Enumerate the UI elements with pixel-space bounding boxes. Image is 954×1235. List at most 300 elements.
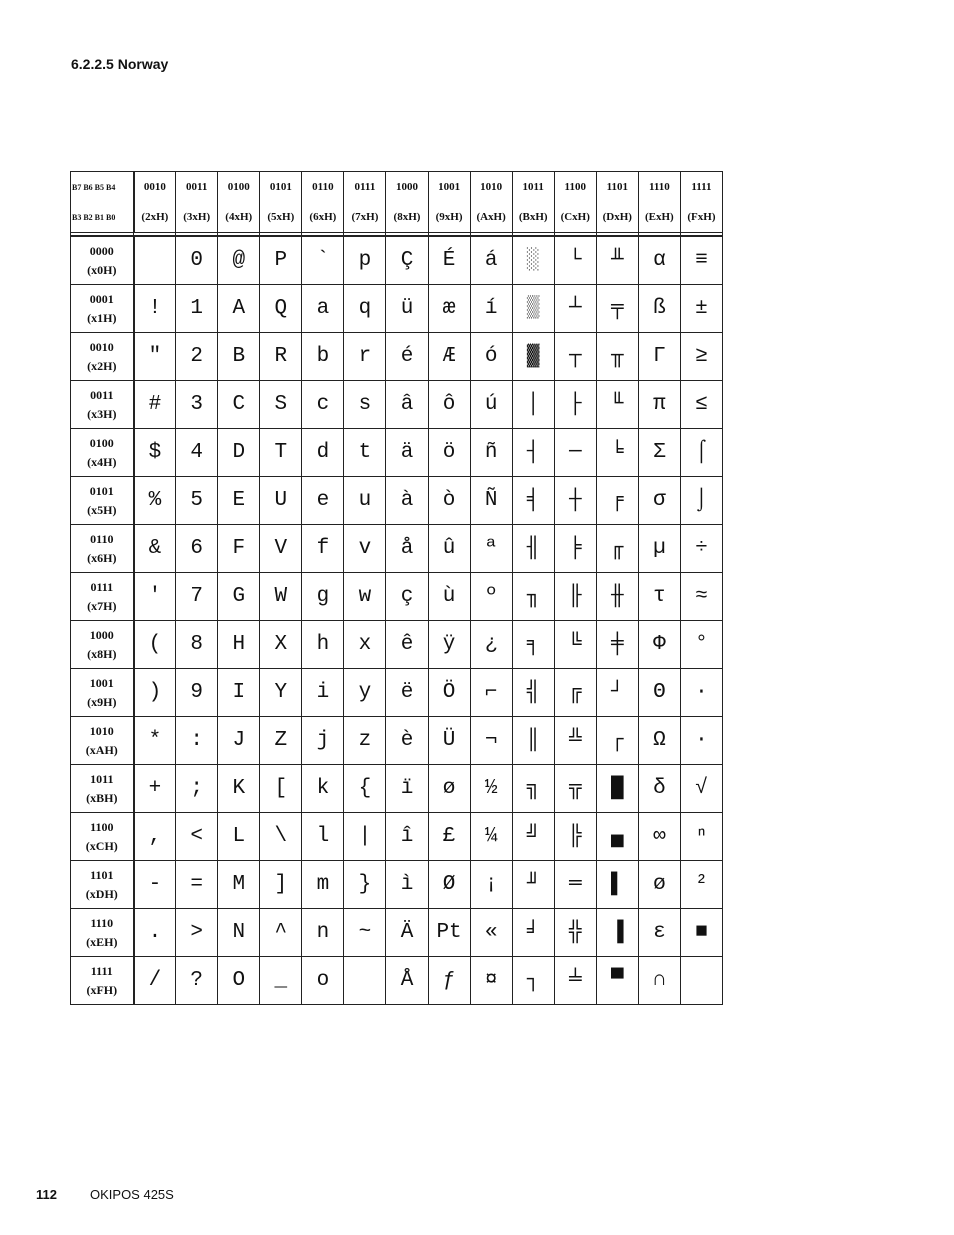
row-header-hex: (x0H) <box>87 262 117 277</box>
character-cell: : <box>176 717 218 765</box>
character-cell: f <box>302 525 344 573</box>
character-cell: 5 <box>176 477 218 525</box>
character-cell: ⌡ <box>680 477 722 525</box>
character-cell: É <box>428 236 470 285</box>
character-cell: % <box>134 477 176 525</box>
table-row <box>71 813 723 861</box>
character-cell: 6 <box>176 525 218 573</box>
character-cell: X <box>260 621 302 669</box>
character-cell: ╕ <box>512 621 554 669</box>
character-cell: $ <box>134 429 176 477</box>
row-header-bits: 0000 <box>89 243 114 258</box>
column-header-hex: (7xH) <box>344 202 386 233</box>
table-row <box>71 477 723 525</box>
character-cell: î <box>386 813 428 861</box>
character-cell: ⌠ <box>680 429 722 477</box>
character-cell: ^ <box>260 909 302 957</box>
character-cell: / <box>134 957 176 1005</box>
character-cell: Ä <box>386 909 428 957</box>
column-header-hex: (4xH) <box>218 202 260 233</box>
row-header <box>71 525 134 573</box>
character-cell: U <box>260 477 302 525</box>
document-title: OKIPOS 425S <box>90 1187 174 1202</box>
row-header-bits: 1011 <box>90 771 114 786</box>
row-header-hex: (x5H) <box>87 502 117 517</box>
character-cell: º <box>470 573 512 621</box>
character-cell: ¿ <box>470 621 512 669</box>
character-cell: í <box>470 285 512 333</box>
character-cell: ╔ <box>554 669 596 717</box>
character-cell: | <box>344 813 386 861</box>
character-cell: ╞ <box>554 525 596 573</box>
character-cell: â <box>386 381 428 429</box>
character-cell: ù <box>428 573 470 621</box>
character-cell: ∞ <box>638 813 680 861</box>
character-cell: y <box>344 669 386 717</box>
column-header-hex: (8xH) <box>386 202 428 233</box>
character-cell: ▀ <box>596 957 638 1005</box>
character-cell: ╓ <box>596 525 638 573</box>
character-cell: [ <box>260 765 302 813</box>
character-cell: α <box>638 236 680 285</box>
column-header-hex: (2xH) <box>134 202 176 233</box>
character-cell: ╨ <box>596 236 638 285</box>
table-row <box>71 765 723 813</box>
row-header-bits: 0010 <box>89 339 114 354</box>
character-cell: 0 <box>176 236 218 285</box>
character-cell: _ <box>260 957 302 1005</box>
character-cell: µ <box>638 525 680 573</box>
character-cell: ε <box>638 909 680 957</box>
character-cell: ╥ <box>596 333 638 381</box>
character-cell: ⌐ <box>470 669 512 717</box>
row-header-hex: (xCH) <box>85 838 118 853</box>
character-cell: > <box>176 909 218 957</box>
row-header <box>71 717 134 765</box>
character-cell: ï <box>386 765 428 813</box>
character-cell: ╝ <box>512 813 554 861</box>
character-cell: ì <box>386 861 428 909</box>
row-header-bits: 0001 <box>89 291 114 306</box>
row-header <box>71 381 134 429</box>
character-cell: û <box>428 525 470 573</box>
character-cell <box>134 236 176 285</box>
column-header-bits: 0011 <box>176 172 218 203</box>
character-cell: t <box>344 429 386 477</box>
character-cell: ╟ <box>554 573 596 621</box>
row-header-bits: 1000 <box>89 627 114 642</box>
table-row <box>71 621 723 669</box>
row-header-hex: (x7H) <box>87 598 117 613</box>
column-header-bits: 0010 <box>134 172 176 203</box>
character-cell: 9 <box>176 669 218 717</box>
character-cell: ╙ <box>596 381 638 429</box>
character-cell: τ <box>638 573 680 621</box>
character-cell: L <box>218 813 260 861</box>
row-header-hex: (xBH) <box>86 790 118 805</box>
character-cell: ╗ <box>512 765 554 813</box>
column-header-bits: 1111 <box>680 172 722 203</box>
character-cell: E <box>218 477 260 525</box>
row-header <box>71 957 134 1005</box>
row-header-hex: (xFH) <box>86 982 118 997</box>
character-cell: ? <box>176 957 218 1005</box>
character-cell: { <box>344 765 386 813</box>
column-header-bits: 1000 <box>386 172 428 203</box>
character-cell: ] <box>260 861 302 909</box>
character-cell: 1 <box>176 285 218 333</box>
character-cell: ┐ <box>512 957 554 1005</box>
table-row <box>71 957 723 1005</box>
character-cell: ø <box>428 765 470 813</box>
character-cell: Å <box>386 957 428 1005</box>
character-cell: 3 <box>176 381 218 429</box>
table-row <box>71 429 723 477</box>
corner-label-low: B3 B2 B1 B0 <box>71 202 134 233</box>
character-cell: ╜ <box>512 861 554 909</box>
character-cell: « <box>470 909 512 957</box>
character-cell: ─ <box>554 429 596 477</box>
character-cell: ╖ <box>512 573 554 621</box>
column-header-bits: 0110 <box>302 172 344 203</box>
character-cell: ± <box>680 285 722 333</box>
character-cell: b <box>302 333 344 381</box>
row-header <box>71 429 134 477</box>
character-cell: Ω <box>638 717 680 765</box>
character-cell: ╡ <box>512 477 554 525</box>
character-cell: ú <box>470 381 512 429</box>
character-cell: @ <box>218 236 260 285</box>
column-header-bits: 1100 <box>554 172 596 203</box>
row-header-hex: (x4H) <box>87 454 117 469</box>
character-cell: x <box>344 621 386 669</box>
character-cell: k <box>302 765 344 813</box>
character-cell: ¬ <box>470 717 512 765</box>
character-cell: ▐ <box>596 909 638 957</box>
character-cell: J <box>218 717 260 765</box>
character-cell: . <box>134 909 176 957</box>
character-cell: 8 <box>176 621 218 669</box>
character-cell: Θ <box>638 669 680 717</box>
character-cell: 4 <box>176 429 218 477</box>
character-cell: ┼ <box>554 477 596 525</box>
character-cell: ª <box>470 525 512 573</box>
character-cell: ä <box>386 429 428 477</box>
character-cell: ç <box>386 573 428 621</box>
column-header-hex: (3xH) <box>176 202 218 233</box>
character-cell: a <box>302 285 344 333</box>
character-cell: ╢ <box>512 525 554 573</box>
row-header <box>71 765 134 813</box>
character-cell: V <box>260 525 302 573</box>
character-cell: q <box>344 285 386 333</box>
row-header-bits: 1010 <box>89 723 114 738</box>
row-header-bits: 0110 <box>90 531 114 546</box>
character-cell: ┌ <box>596 717 638 765</box>
table-row <box>71 236 723 285</box>
row-header-bits: 0111 <box>90 579 114 594</box>
character-cell: u <box>344 477 386 525</box>
character-cell: ╦ <box>554 765 596 813</box>
row-header <box>71 813 134 861</box>
character-cell: Γ <box>638 333 680 381</box>
character-cell: └ <box>554 236 596 285</box>
table-row <box>71 381 723 429</box>
column-header-hex: (BxH) <box>512 202 554 233</box>
character-cell: ) <box>134 669 176 717</box>
character-cell: N <box>218 909 260 957</box>
table-row <box>71 333 723 381</box>
table-row <box>71 861 723 909</box>
character-cell: ÿ <box>428 621 470 669</box>
character-cell: ¡ <box>470 861 512 909</box>
column-header-bits: 1110 <box>638 172 680 203</box>
character-cell: è <box>386 717 428 765</box>
character-cell: ° <box>680 621 722 669</box>
character-cell: ² <box>680 861 722 909</box>
character-cell: ├ <box>554 381 596 429</box>
character-cell: S <box>260 381 302 429</box>
character-cell: ╚ <box>554 621 596 669</box>
character-cell: ¼ <box>470 813 512 861</box>
character-cell: ≈ <box>680 573 722 621</box>
row-header <box>71 861 134 909</box>
row-header-hex: (xEH) <box>86 934 118 949</box>
character-cell: * <box>134 717 176 765</box>
table-row <box>71 573 723 621</box>
character-cell: │ <box>512 381 554 429</box>
table-row <box>71 909 723 957</box>
table-row <box>71 285 723 333</box>
character-cell: ⁿ <box>680 813 722 861</box>
character-cell: ñ <box>470 429 512 477</box>
character-cell <box>680 957 722 1005</box>
row-header-hex: (x6H) <box>87 550 117 565</box>
row-header <box>71 909 134 957</box>
character-cell: ▓ <box>512 333 554 381</box>
character-cell: h <box>302 621 344 669</box>
character-cell: ╠ <box>554 813 596 861</box>
character-cell: ` <box>302 236 344 285</box>
character-cell: ░ <box>512 236 554 285</box>
character-cell: i <box>302 669 344 717</box>
character-cell: ¤ <box>470 957 512 1005</box>
character-cell: ╫ <box>596 573 638 621</box>
character-cell: l <box>302 813 344 861</box>
character-cell: - <box>134 861 176 909</box>
character-cell: # <box>134 381 176 429</box>
character-cell: g <box>302 573 344 621</box>
row-header-hex: (x2H) <box>87 358 117 373</box>
character-cell: ë <box>386 669 428 717</box>
character-cell: ╣ <box>512 669 554 717</box>
character-cell: , <box>134 813 176 861</box>
character-cell: ┤ <box>512 429 554 477</box>
column-header-hex: (CxH) <box>554 202 596 233</box>
character-cell: å <box>386 525 428 573</box>
character-cell: & <box>134 525 176 573</box>
character-cell: v <box>344 525 386 573</box>
character-cell: } <box>344 861 386 909</box>
character-cell: ø <box>638 861 680 909</box>
character-cell: Ñ <box>470 477 512 525</box>
character-cell: ; <box>176 765 218 813</box>
character-cell: Y <box>260 669 302 717</box>
character-cell: £ <box>428 813 470 861</box>
character-cell: Ø <box>428 861 470 909</box>
character-cell: A <box>218 285 260 333</box>
character-cell: s <box>344 381 386 429</box>
character-cell: ▌ <box>596 861 638 909</box>
character-cell <box>344 957 386 1005</box>
character-cell: Æ <box>428 333 470 381</box>
character-cell: Σ <box>638 429 680 477</box>
character-cell: ≥ <box>680 333 722 381</box>
character-cell: ∙ <box>680 669 722 717</box>
character-cell: ▒ <box>512 285 554 333</box>
character-cell: P <box>260 236 302 285</box>
character-cell: e <box>302 477 344 525</box>
character-cell: O <box>218 957 260 1005</box>
character-cell: o <box>302 957 344 1005</box>
character-cell: ' <box>134 573 176 621</box>
character-cell: D <box>218 429 260 477</box>
character-cell: ü <box>386 285 428 333</box>
character-cell: I <box>218 669 260 717</box>
character-cell: ß <box>638 285 680 333</box>
section-heading: 6.2.2.5 Norway <box>71 56 169 72</box>
character-cell: Q <box>260 285 302 333</box>
character-cell: < <box>176 813 218 861</box>
character-cell: ê <box>386 621 428 669</box>
column-header-bits: 0101 <box>260 172 302 203</box>
character-cell: d <box>302 429 344 477</box>
row-header <box>71 236 134 285</box>
character-cell: H <box>218 621 260 669</box>
character-cell: ! <box>134 285 176 333</box>
character-cell: ┘ <box>596 669 638 717</box>
row-header-hex: (xAH) <box>85 742 118 757</box>
character-cell: Ü <box>428 717 470 765</box>
row-header <box>71 477 134 525</box>
character-cell: ≡ <box>680 236 722 285</box>
column-header-hex: (9xH) <box>428 202 470 233</box>
row-header-hex: (x3H) <box>87 406 117 421</box>
row-header-hex: (x1H) <box>87 310 117 325</box>
character-cell: æ <box>428 285 470 333</box>
column-header-bits: 1011 <box>512 172 554 203</box>
row-header-bits: 1001 <box>89 675 114 690</box>
character-cell: ≤ <box>680 381 722 429</box>
character-cell: C <box>218 381 260 429</box>
character-cell: σ <box>638 477 680 525</box>
row-header-bits: 0100 <box>89 435 114 450</box>
character-cell: á <box>470 236 512 285</box>
character-cell: ∩ <box>638 957 680 1005</box>
character-cell: ╩ <box>554 717 596 765</box>
character-cell: ô <box>428 381 470 429</box>
character-cell: ƒ <box>428 957 470 1005</box>
character-cell: à <box>386 477 428 525</box>
character-cell: ( <box>134 621 176 669</box>
character-cell: ▄ <box>596 813 638 861</box>
character-cell: Φ <box>638 621 680 669</box>
character-cell: G <box>218 573 260 621</box>
table-row <box>71 669 723 717</box>
column-header-hex: (DxH) <box>596 202 638 233</box>
character-cell: ~ <box>344 909 386 957</box>
character-cell: Z <box>260 717 302 765</box>
page-number: 112 <box>36 1187 57 1202</box>
character-cell: · <box>680 717 722 765</box>
character-cell: ò <box>428 477 470 525</box>
character-cell: é <box>386 333 428 381</box>
character-cell: ╘ <box>596 429 638 477</box>
row-header-bits: 0101 <box>89 483 114 498</box>
character-cell: ║ <box>512 717 554 765</box>
character-cell: ■ <box>680 909 722 957</box>
character-cell: W <box>260 573 302 621</box>
row-header <box>71 621 134 669</box>
column-header-bits: 1010 <box>470 172 512 203</box>
character-cell: ó <box>470 333 512 381</box>
row-header <box>71 285 134 333</box>
column-header-bits: 0100 <box>218 172 260 203</box>
column-header-bits: 0111 <box>344 172 386 203</box>
character-cell: δ <box>638 765 680 813</box>
character-cell: ╤ <box>596 285 638 333</box>
row-header <box>71 573 134 621</box>
character-cell: 2 <box>176 333 218 381</box>
character-cell: Ö <box>428 669 470 717</box>
character-cell: c <box>302 381 344 429</box>
character-cell: ÷ <box>680 525 722 573</box>
character-cell: T <box>260 429 302 477</box>
character-cell: " <box>134 333 176 381</box>
character-code-table <box>70 171 723 1005</box>
row-header <box>71 333 134 381</box>
character-cell: R <box>260 333 302 381</box>
row-header-bits: 1110 <box>90 915 114 930</box>
character-cell: K <box>218 765 260 813</box>
column-header-hex: (AxH) <box>470 202 512 233</box>
character-cell: ╛ <box>512 909 554 957</box>
column-header-hex: (ExH) <box>638 202 680 233</box>
character-cell: 7 <box>176 573 218 621</box>
character-cell: M <box>218 861 260 909</box>
character-cell: ╧ <box>554 957 596 1005</box>
character-cell: = <box>176 861 218 909</box>
character-cell: F <box>218 525 260 573</box>
character-cell: √ <box>680 765 722 813</box>
column-header-hex: (FxH) <box>680 202 722 233</box>
character-cell: █ <box>596 765 638 813</box>
character-cell: m <box>302 861 344 909</box>
character-cell: j <box>302 717 344 765</box>
column-header-hex: (6xH) <box>302 202 344 233</box>
character-cell: z <box>344 717 386 765</box>
character-cell: ½ <box>470 765 512 813</box>
row-header-bits: 1100 <box>90 819 114 834</box>
character-cell: + <box>134 765 176 813</box>
row-header-bits: 1101 <box>90 867 114 882</box>
column-header-hex: (5xH) <box>260 202 302 233</box>
character-cell: B <box>218 333 260 381</box>
row-header-bits: 1111 <box>90 963 113 978</box>
column-header-bits: 1001 <box>428 172 470 203</box>
character-cell: w <box>344 573 386 621</box>
row-header-hex: (x8H) <box>87 646 117 661</box>
